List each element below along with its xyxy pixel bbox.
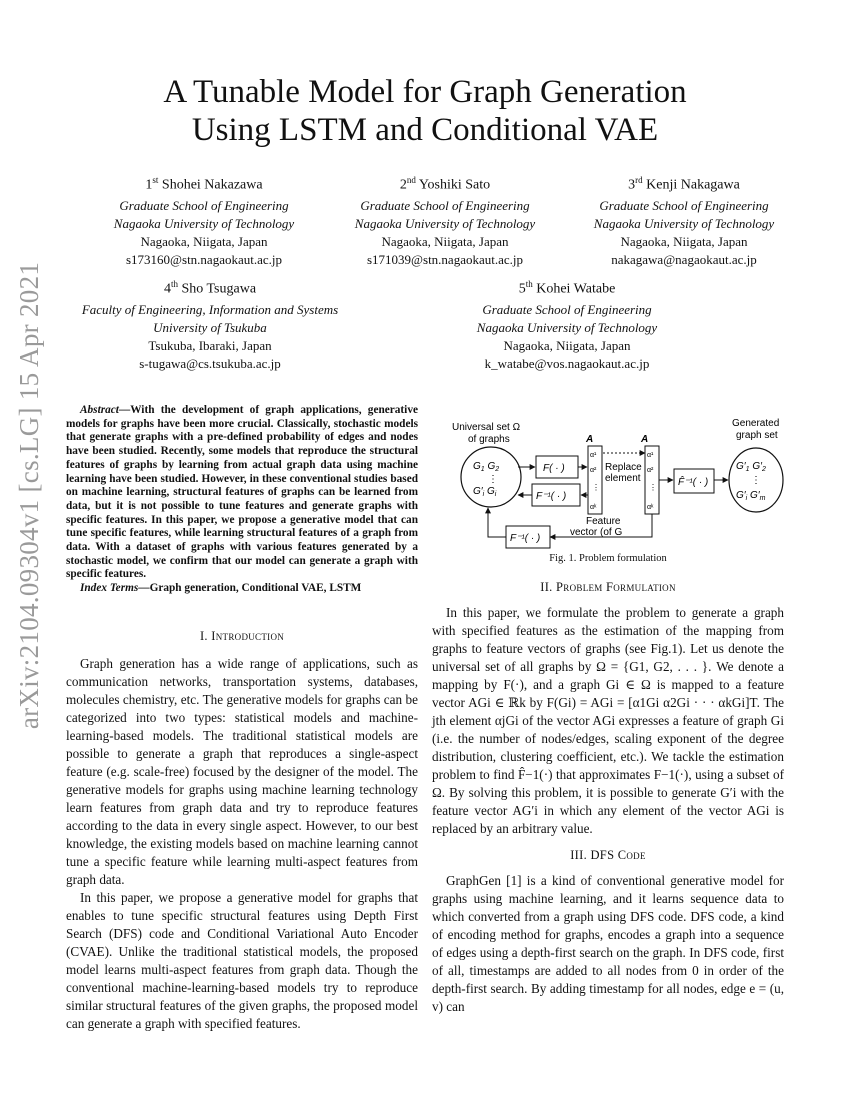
index-terms-label: Index Terms — [80, 582, 139, 595]
figure-caption: Fig. 1. Problem formulation — [549, 553, 667, 564]
intro-paragraph-1: Graph generation has a wide range of applications, such as communication networks, transportation systems, databases, molecules chemistry, etc. The generative models for graphs can be categorized into two types: statistical models and machine-learning-based models. The traditional statistical models are possible to generate a graph that reproduces a single-aspect feature (e.g. scale-free) focused by the designer of the model. The generative models for graphs using machine learning technology learn features from graph data and try to reproduce features according to the data in every single aspect. However, to our best knowledge, the existing models based on machine learning cannot tune a specific feature while learning multi-aspect features from graph data. — [66, 656, 418, 887]
svg-text:α²: α² — [590, 467, 597, 474]
author-name: Kohei Watabe — [536, 281, 616, 297]
svg-text:⋮: ⋮ — [649, 483, 657, 492]
title-line-2: Using LSTM and Conditional VAE — [191, 112, 659, 148]
svg-text:G′1 G′2: $G'_1$ $G'_2$ — [736, 461, 766, 473]
title-line-1: A Tunable Model for Graph Generation — [163, 74, 687, 110]
fhat-box-label: F̂⁻¹( · ) — [678, 477, 709, 488]
f-box-label: F( · ) — [543, 463, 565, 474]
svg-text:α¹: α¹ — [590, 452, 597, 459]
author-email: s-tugawa@cs.tsukuba.ac.jp — [139, 355, 281, 371]
svg-text:αᵏ: αᵏ — [590, 504, 597, 511]
universal-set-label-2: of graphs — [468, 434, 510, 445]
figure-1 — [448, 412, 788, 552]
author-name: Yoshiki Sato — [418, 177, 491, 193]
replace-label: Replace — [605, 462, 642, 473]
arxiv-stamp-text: arXiv:2104.09304v1 [cs.LG] 15 Apr 2021 — [14, 261, 45, 729]
author-email: s171039@stn.nagaokaut.ac.jp — [366, 251, 524, 267]
section-problem-formulation — [432, 578, 784, 838]
section-introduction — [66, 627, 418, 1033]
section-dfs-code — [432, 846, 784, 1016]
ag-label: A — [586, 434, 594, 445]
author-name: Shohei Nakazawa — [161, 177, 263, 193]
vector-label: vector (of G — [570, 527, 623, 538]
svg-text:α¹: α¹ — [647, 452, 654, 459]
author-block-1: 1st Shohei Nakazawa Graduate School of Engineering Nagaoka University of Technology Nagaoka, Niigata, Japan s173160@stn.nagaokaut.ac.jp — [64, 171, 344, 269]
svg-text:G1 G2: $G_1$ $G_2$ — [473, 461, 500, 473]
author-name: Kenji Nakagawa — [646, 177, 740, 193]
problem-paragraph: In this paper, we formulate the problem to generate a graph with specified features as the estimation of the mapping from graphs to feature vectors of graphs (see Fig.1). Let us denote the universal set of all graphs by Ω = {G1, G2, . . . }. We denote a mapping by F(·), and a graph Gi ∈ Ω is mapped to a feature vector AGi ∈ ℝk by F(Gi) = AGi = [α1Gi α2Gi · · · αkGi]T. The jth element αjGi of the vector AGi expresses a feature of graph Gi (i.e. the number of nodes/edges, scaling exponent of the degree distribution, clustering coefficient, etc.). We tackle the estimation problem to find F̂−1(·) that approximates F−1(·), using a subset of Ω. By solving this problem, it is possible to generate G′i with the feature vector AG′i in which any element of the vector AGi is replaced by an arbitrary value. — [432, 605, 784, 836]
section-heading: I. Introduction — [199, 629, 285, 643]
generated-label-2: graph set — [736, 430, 778, 441]
abstract — [66, 404, 418, 596]
author-block-4: 4th Sho Tsugawa Faculty of Engineering, Information and Systems University of Tsukuba Tsukuba, Ibaraki, Japan s-tugawa@cs.tsukuba.ac.jp — [50, 275, 370, 373]
problem-formulation-diagram — [448, 412, 788, 552]
svg-text:αᵏ: αᵏ — [647, 504, 654, 511]
universal-set-label: Universal set Ω — [452, 422, 521, 433]
svg-text:⋮: ⋮ — [488, 474, 498, 485]
author-email: s173160@stn.nagaokaut.ac.jp — [125, 251, 283, 267]
section-heading: II. Problem Formulation — [540, 580, 676, 594]
intro-paragraph-2: In this paper, we propose a generative model for graphs that enables to tune specific structural features using Depth First Search (DFS) code and Conditional Variational Auto Encoder (CVAE). Unlike the traditional statistical models, the proposed model learns multi-aspect features from graph data. Though the conventional machine-learning-based models try to reproduce similar structural features of the given graphs, the proposed model can generate a graph with specified features. — [66, 890, 418, 1031]
generated-label: Generated — [732, 418, 780, 429]
abstract-text: —With the development of graph applications, generative models for graphs have been more crucial. Classically, stochastic models that generate graphs with a pre-defined probability of edges and nodes have been studied. Recently, some models that reproduce the structural features of graphs by learning from actual graph data using machine learning have been studied. However, in these conventional studies based on machine learning, structural features of graphs can be learned from data, but it is not possible to tune features and generate graphs with specific features. In this paper, we propose a generative model that can tune specific features, while learning structural features of a graph from data. With a dataset of graphs with various features generated by a stochastic model, we confirm that our model can generate a graph with specific features. — [66, 404, 418, 581]
index-terms-text: —Graph generation, Conditional VAE, LSTM — [138, 582, 362, 595]
abstract-label: Abstract — [80, 404, 119, 416]
author-email: k_watabe@vos.nagaokaut.ac.jp — [484, 355, 650, 371]
finv-bottom-label: F⁻¹( · ) — [510, 533, 541, 544]
author-block-5: 5th Kohei Watabe Graduate School of Engineering Nagaoka University of Technology Nagaoka, Niigata, Japan k_watabe@vos.nagaokaut.ac.jp — [427, 275, 707, 373]
author-block-3: 3rd Kenji Nakagawa Graduate School of Engineering Nagaoka University of Technology Nagaoka, Niigata, Japan nakagawa@nagaokaut.ac.jp — [544, 171, 824, 269]
paper-title — [75, 73, 775, 149]
author-name: Sho Tsugawa — [181, 281, 257, 297]
element-label: element — [605, 473, 641, 484]
feature-label: Feature — [586, 516, 621, 527]
section-heading: III. DFS Code — [570, 848, 646, 862]
ag-prime-label: A — [641, 434, 649, 445]
dfs-paragraph: GraphGen [1] is a kind of conventional generative model for graphs using machine learning, and it learns sequence data to which converted from a graph using DFS code. DFS code, a kind of encoding method for graphs, encodes a graph into a sequence of edges using a depth-first search on the graph. In DFS code, first of all, timestamps are added to all nodes from 0 in order of the depth-first search. By adding timestamp for all nodes, edge e = (u, v) can — [432, 873, 784, 1014]
finv-box-label: F⁻¹( · ) — [536, 491, 567, 502]
svg-text:G′i Gi: $G'_i$ $G_i$ — [473, 486, 497, 498]
svg-text:⋮: ⋮ — [592, 483, 600, 492]
author-email: nakagawa@nagaokaut.ac.jp — [611, 251, 757, 267]
svg-text:α²: α² — [647, 467, 654, 474]
svg-text:⋮: ⋮ — [751, 475, 761, 486]
author-block-2: 2nd Yoshiki Sato Graduate School of Engineering Nagaoka University of Technology Nagaoka, Niigata, Japan s171039@stn.nagaokaut.ac.jp — [305, 171, 585, 269]
svg-text:G′i G′m: $G'_i$ $G'_m$ — [736, 490, 766, 502]
